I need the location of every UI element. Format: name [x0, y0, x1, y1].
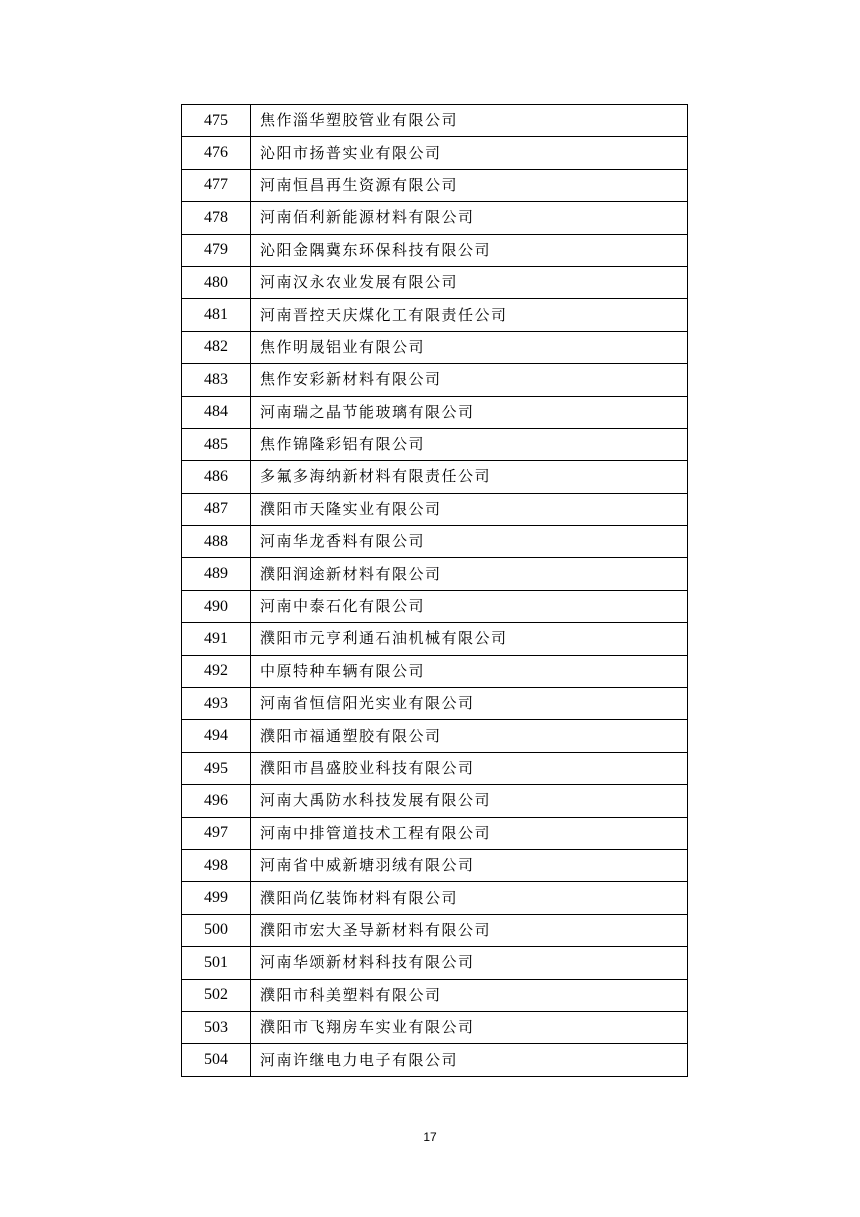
table-row — [182, 234, 688, 266]
company-name-cell: 沁阳市扬普实业有限公司 — [251, 137, 688, 169]
row-number-cell: 480 — [182, 266, 251, 298]
row-number-cell: 482 — [182, 331, 251, 363]
table-row — [182, 428, 688, 460]
row-number-cell: 493 — [182, 688, 251, 720]
company-table — [181, 104, 688, 1077]
company-name-cell: 河南中泰石化有限公司 — [251, 590, 688, 622]
table-row — [182, 590, 688, 622]
table-row — [182, 1044, 688, 1076]
row-number-cell: 487 — [182, 493, 251, 525]
company-name-cell: 沁阳金隅冀东环保科技有限公司 — [251, 234, 688, 266]
company-name-cell: 焦作淄华塑胶管业有限公司 — [251, 105, 688, 137]
table-row — [182, 493, 688, 525]
table-row — [182, 331, 688, 363]
table-row — [182, 169, 688, 201]
row-number-cell: 492 — [182, 655, 251, 687]
company-name-cell: 濮阳市元亨利通石油机械有限公司 — [251, 623, 688, 655]
row-number-cell: 494 — [182, 720, 251, 752]
row-number-cell: 485 — [182, 428, 251, 460]
company-name-cell: 焦作明晟铝业有限公司 — [251, 331, 688, 363]
company-name-cell: 河南省中威新塘羽绒有限公司 — [251, 849, 688, 881]
table-row — [182, 105, 688, 137]
table-row — [182, 364, 688, 396]
row-number-cell: 477 — [182, 169, 251, 201]
row-number-cell: 476 — [182, 137, 251, 169]
row-number-cell: 498 — [182, 849, 251, 881]
row-number-cell: 479 — [182, 234, 251, 266]
table-row — [182, 558, 688, 590]
company-name-cell: 中原特种车辆有限公司 — [251, 655, 688, 687]
table-row — [182, 688, 688, 720]
table-row — [182, 1011, 688, 1043]
table-row — [182, 849, 688, 881]
company-name-cell: 焦作安彩新材料有限公司 — [251, 364, 688, 396]
table-row — [182, 202, 688, 234]
page-number: 17 — [423, 1130, 437, 1144]
table-row — [182, 299, 688, 331]
company-name-cell: 河南中排管道技术工程有限公司 — [251, 817, 688, 849]
row-number-cell: 500 — [182, 914, 251, 946]
table-row — [182, 623, 688, 655]
table-row — [182, 461, 688, 493]
table-row — [182, 947, 688, 979]
company-name-cell: 焦作锦隆彩铝有限公司 — [251, 428, 688, 460]
table-row — [182, 752, 688, 784]
row-number-cell: 475 — [182, 105, 251, 137]
row-number-cell: 478 — [182, 202, 251, 234]
table-row — [182, 817, 688, 849]
table-row — [182, 979, 688, 1011]
row-number-cell: 486 — [182, 461, 251, 493]
company-name-cell: 濮阳润途新材料有限公司 — [251, 558, 688, 590]
company-name-cell: 河南许继电力电子有限公司 — [251, 1044, 688, 1076]
company-name-cell: 濮阳市福通塑胶有限公司 — [251, 720, 688, 752]
table-row — [182, 785, 688, 817]
company-name-cell: 濮阳尚亿装饰材料有限公司 — [251, 882, 688, 914]
company-name-cell: 多氟多海纳新材料有限责任公司 — [251, 461, 688, 493]
table-row — [182, 526, 688, 558]
company-name-cell: 河南汉永农业发展有限公司 — [251, 266, 688, 298]
table-row — [182, 137, 688, 169]
row-number-cell: 488 — [182, 526, 251, 558]
company-name-cell: 河南华颂新材料科技有限公司 — [251, 947, 688, 979]
row-number-cell: 484 — [182, 396, 251, 428]
company-name-cell: 濮阳市天隆实业有限公司 — [251, 493, 688, 525]
company-table-body — [182, 105, 688, 1077]
row-number-cell: 481 — [182, 299, 251, 331]
company-name-cell: 河南大禹防水科技发展有限公司 — [251, 785, 688, 817]
row-number-cell: 503 — [182, 1011, 251, 1043]
company-name-cell: 河南晋控天庆煤化工有限责任公司 — [251, 299, 688, 331]
table-row — [182, 720, 688, 752]
company-name-cell: 濮阳市科美塑料有限公司 — [251, 979, 688, 1011]
row-number-cell: 501 — [182, 947, 251, 979]
row-number-cell: 495 — [182, 752, 251, 784]
company-name-cell: 濮阳市昌盛胶业科技有限公司 — [251, 752, 688, 784]
table-row — [182, 655, 688, 687]
company-name-cell: 河南省恒信阳光实业有限公司 — [251, 688, 688, 720]
row-number-cell: 489 — [182, 558, 251, 590]
row-number-cell: 497 — [182, 817, 251, 849]
table-row — [182, 396, 688, 428]
table-row — [182, 914, 688, 946]
company-name-cell: 河南佰利新能源材料有限公司 — [251, 202, 688, 234]
row-number-cell: 496 — [182, 785, 251, 817]
table-row — [182, 882, 688, 914]
row-number-cell: 490 — [182, 590, 251, 622]
row-number-cell: 499 — [182, 882, 251, 914]
company-name-cell: 河南瑞之晶节能玻璃有限公司 — [251, 396, 688, 428]
row-number-cell: 504 — [182, 1044, 251, 1076]
row-number-cell: 502 — [182, 979, 251, 1011]
company-name-cell: 河南恒昌再生资源有限公司 — [251, 169, 688, 201]
company-name-cell: 濮阳市宏大圣导新材料有限公司 — [251, 914, 688, 946]
row-number-cell: 483 — [182, 364, 251, 396]
company-name-cell: 濮阳市飞翔房车实业有限公司 — [251, 1011, 688, 1043]
row-number-cell: 491 — [182, 623, 251, 655]
table-row — [182, 266, 688, 298]
company-name-cell: 河南华龙香料有限公司 — [251, 526, 688, 558]
